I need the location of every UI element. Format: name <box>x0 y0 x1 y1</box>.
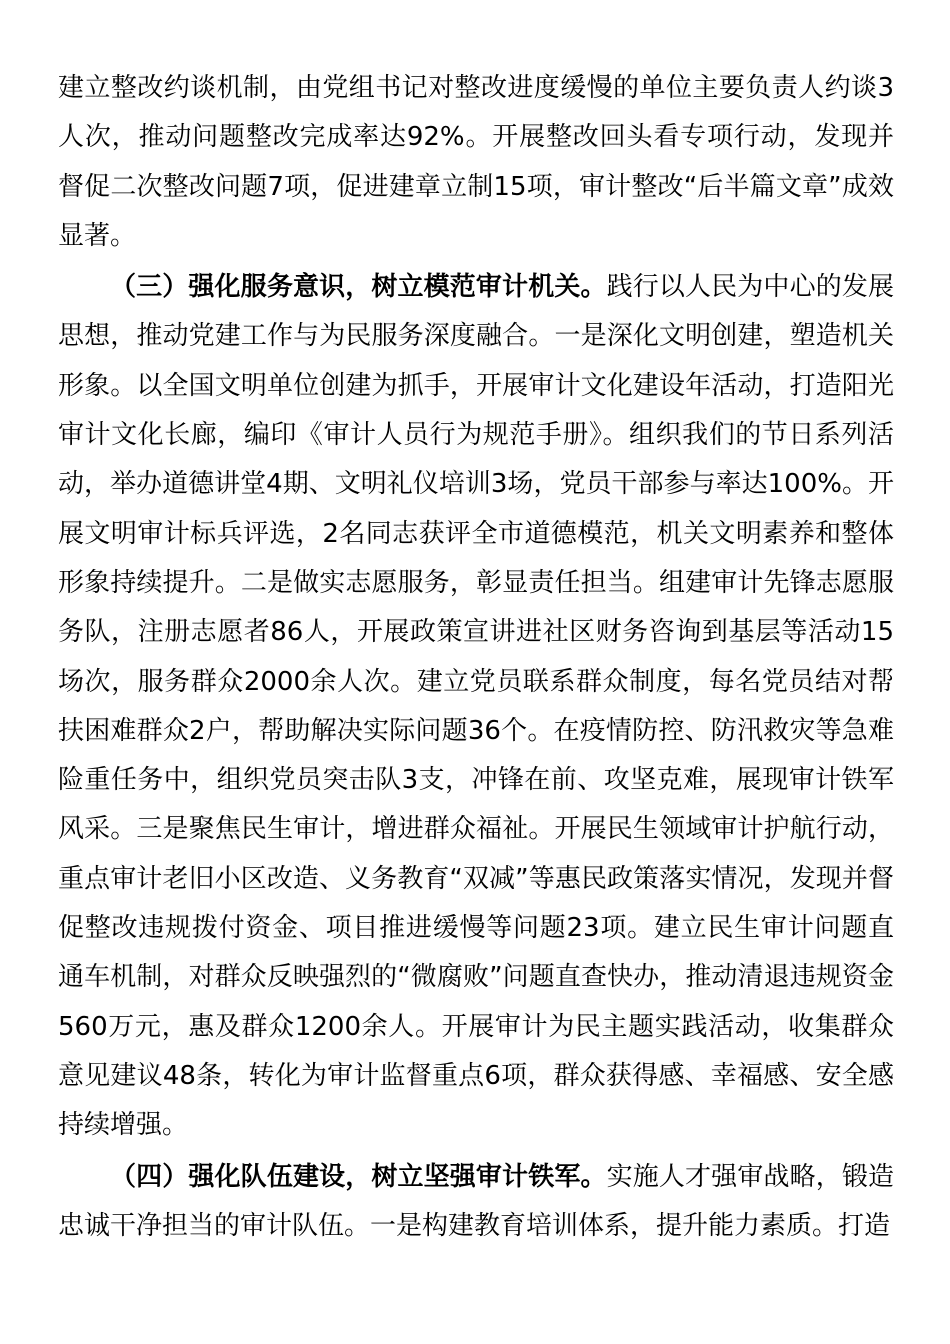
paragraph-section-three <box>58 263 894 1150</box>
paragraph-body: 建立整改约谈机制，由党组书记对整改进度缓慢的单位主要负责人约谈3人次，推动问题整改完成率达92%。开展整改回头看专项行动，发现并督促二次整改问题7项，促进建章立制15项，审计整改“后半篇文章”成效显著。 <box>58 73 894 251</box>
paragraph-body: 践行以人民为中心的发展思想，推动党建工作与为民服务深度融合。一是深化文明创建，塑造机关形象。以全国文明单位创建为抓手，开展审计文化建设年活动，打造阳光审计文化长廊，编印《审计人员行为规范手册》。组织我们的节日系列活动，举办道德讲堂4期、文明礼仪培训3场，党员干部参与率达100%。开展文明审计标兵评选，2名同志获评全市道德模范，机关文明素养和整体形象持续提升。二是做实志愿服务，彰显责任担当。组建审计先锋志愿服务队，注册志愿者86人，开展政策宣讲进社区财务咨询到基层等活动15场次，服务群众2000余人次。建立党员联系群众制度，每名党员结对帮扶困难群众2户，帮助解决实际问题36个。在疫情防控、防汛救灾等急难险重任务中，组织党员突击队3支，冲锋在前、攻坚克难，展现审计铁军风采。三是聚焦民生审计，增进群众福祉。开展民生领域审计护航行动，重点审计老旧小区改造、义务教育“双减”等惠民政策落实情况，发现并督促整改违规拨付资金、项目推进缓慢等问题23项。建立民生审计问题直通车机制，对群众反映强烈的“微腐败”问题直查快办，推动清退违规资金560万元，惠及群众1200余人。开展审计为民主题实践活动，收集群众意见建议48条，转化为审计监督重点6项，群众获得感、幸福感、安全感持续增强。 <box>58 272 894 1141</box>
section-heading: （四）强化队伍建设，树立坚强审计铁军。 <box>110 1161 607 1192</box>
paragraph-body: 实施人才强审战略，锻造忠诚干净担当的审计队伍。一是构建教育培训体系，提升能力素质。打造 <box>58 1161 894 1241</box>
section-heading: （三）强化服务意识，树立模范审计机关。 <box>110 272 607 303</box>
paragraph-section-four <box>58 1153 894 1252</box>
paragraph-continuation <box>58 64 894 261</box>
document-page <box>58 64 894 1253</box>
